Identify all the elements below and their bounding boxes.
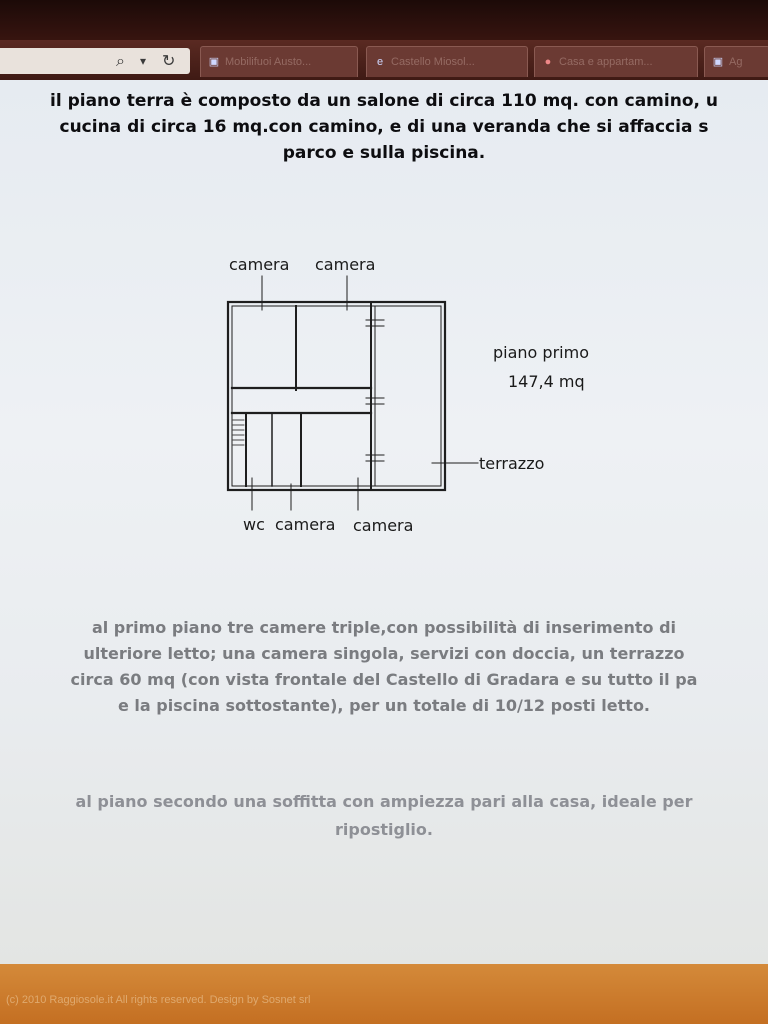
room-label-camera: camera xyxy=(275,515,336,534)
favicon: ● xyxy=(544,56,552,68)
browser-tab-4[interactable]: ▣ Ag xyxy=(704,46,768,77)
browser-tab-2[interactable]: e Castello Miosol... xyxy=(366,46,528,77)
copyright-text: (c) 2010 Raggiosole.it All rights reserved. Design by Sosnet srl xyxy=(6,994,311,1006)
text-line: cucina di circa 16 mq.con camino, e di una veranda che si affaccia s xyxy=(59,117,709,137)
room-label-camera: camera xyxy=(229,255,290,274)
text-line: ripostiglio. xyxy=(335,820,433,839)
terrace-label: terrazzo xyxy=(479,454,545,473)
room-label-camera: camera xyxy=(353,516,414,535)
text-line: circa 60 mq (con vista frontale del Castello di Gradara e su tutto il pa xyxy=(70,670,698,689)
text-line: al primo piano tre camere triple,con possibilità di inserimento di xyxy=(91,618,677,637)
page-icon: ▣ xyxy=(208,56,220,68)
monitor-bezel xyxy=(0,0,768,44)
room-label-camera: camera xyxy=(315,255,376,274)
floor-title: piano primo xyxy=(493,343,589,362)
refresh-icon[interactable]: ↻ xyxy=(162,51,176,70)
browser-tab-1[interactable]: ▣ Mobilifuoi Austo... xyxy=(200,46,358,77)
text-line: al piano secondo una soffitta con ampiezza pari alla casa, ideale per xyxy=(75,792,693,811)
text-line: e la piscina sottostante), per un totale di 10/12 posti letto. xyxy=(117,696,651,715)
ie-icon: e xyxy=(376,56,384,68)
text-line: parco e sulla piscina. xyxy=(282,143,486,163)
text-line: il piano terra è composto da un salone di circa 110 mq. con camino, u xyxy=(50,91,718,111)
chevron-down-icon[interactable]: ▾ xyxy=(140,54,147,68)
floor-area: 147,4 mq xyxy=(508,372,585,391)
page-footer xyxy=(0,964,768,1024)
search-icon[interactable]: ⌕ xyxy=(116,51,125,70)
address-bar-controls xyxy=(0,48,190,74)
page-icon: ▣ xyxy=(712,56,724,68)
text-line: ulteriore letto; una camera singola, servizi con doccia, un terrazzo xyxy=(83,644,685,663)
first-floor-description xyxy=(0,615,768,719)
web-page-content xyxy=(0,80,768,964)
browser-tab-3[interactable]: ● Casa e appartam... xyxy=(534,46,698,77)
room-label-wc: wc xyxy=(243,515,265,534)
second-floor-description xyxy=(0,788,768,844)
